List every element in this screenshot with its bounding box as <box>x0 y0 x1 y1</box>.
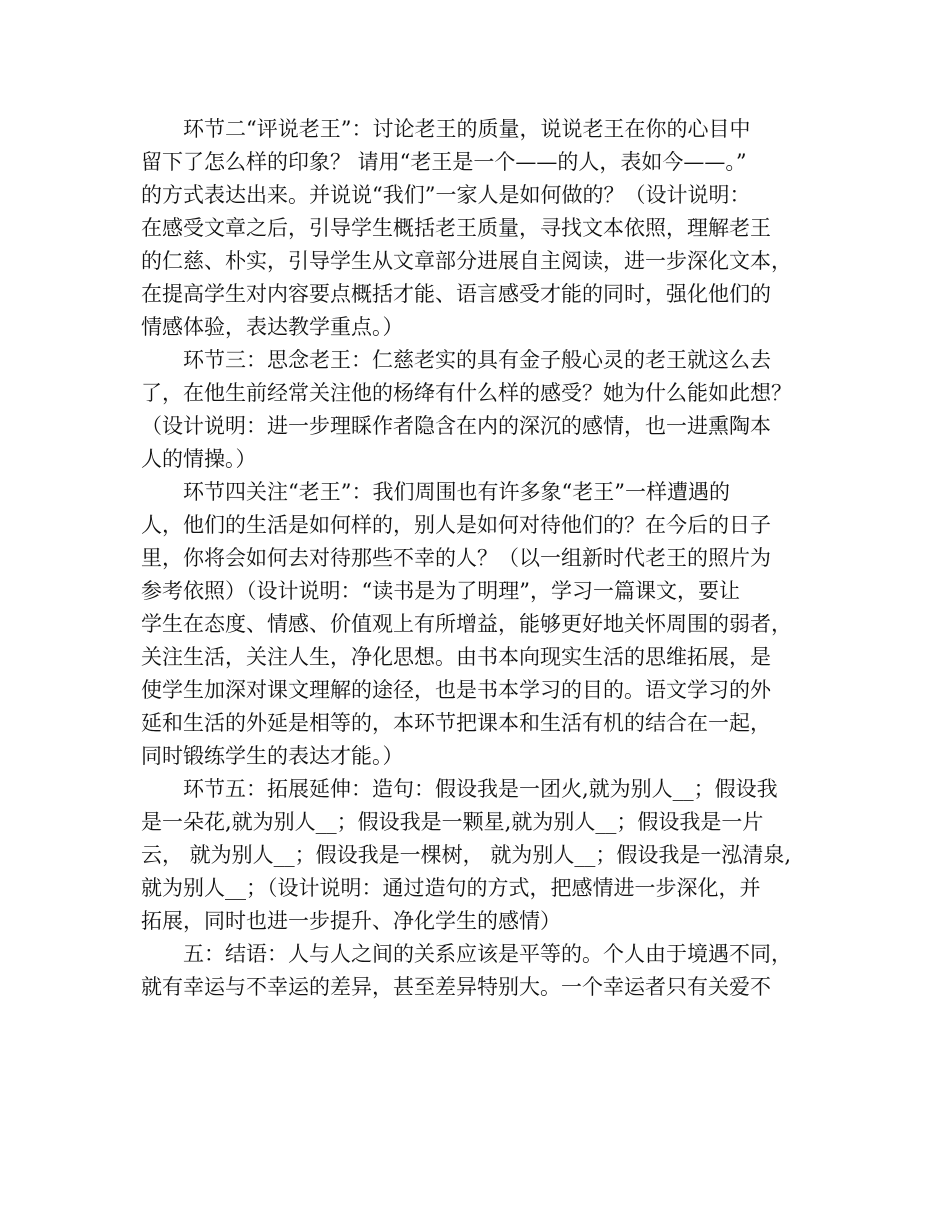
text-line: 了，在他生前经常关注他的杨绛有什么样的感受？她为什么能如此想？ <box>141 381 792 405</box>
text-line: 环节二“评说老王”：讨论老王的质量，说说老王在你的心目中 <box>183 117 751 141</box>
text-line: 是一朵花,就为别人__；假设我是一颗星,就为别人__；假设我是一片 <box>141 810 764 834</box>
text-line: 使学生加深对课文理解的途径，也是书本学习的目的。语文学习的外 <box>141 678 771 702</box>
text-line: 五：结语：人与人之间的关系应该是平等的。个人由于境遇不同， <box>183 942 792 966</box>
text-line: 环节五：拓展延伸：造句：假设我是一团火,就为别人__；假设我 <box>183 777 778 801</box>
text-line: 环节四关注“老王”：我们周围也有许多象“老王”一样遭遇的 <box>183 480 730 504</box>
text-line: （设计说明：进一步理睬作者隐含在内的深沉的感情，也一进熏陶本 <box>141 414 771 438</box>
paragraph-2 <box>141 344 821 476</box>
text-line: 延和生活的外延是相等的，本环节把课本和生活有机的结合在一起， <box>141 711 771 735</box>
text-line: 同时锻练学生的表达才能。） <box>141 744 404 768</box>
text-line: 就有幸运与不幸运的差异，甚至差异特别大。一个幸运者只有关爱不 <box>141 975 771 999</box>
text-line: 关注生活，关注人生，净化思想。由书本向现实生活的思维拓展，是 <box>141 645 771 669</box>
text-line: 的方式表达出来。并说说“我们”一家人是如何做的？（设计说明： <box>141 183 751 207</box>
text-line: 学生在态度、情感、价值观上有所增益，能够更好地关怀周围的弱者， <box>141 612 792 636</box>
text-line: 拓展，同时也进一步提升、净化学生的感情） <box>141 909 561 933</box>
text-line: 留下了怎么样的印象？ 请用“老王是一个——的人，表如今——。” <box>141 150 747 174</box>
text-line: 就为别人__；（设计说明：通过造句的方式，把感情进一步深化，并 <box>141 876 761 900</box>
paragraph-5 <box>141 938 821 1004</box>
text-line: 在感受文章之后，引导学生概括老王质量，寻找文本依照，理解老王 <box>141 216 771 240</box>
text-line: 在提高学生对内容要点概括才能、语言感受才能的同时，强化他们的 <box>141 282 771 306</box>
text-line: 的仁慈、朴实，引导学生从文章部分进展自主阅读，进一步深化文本， <box>141 249 792 273</box>
paragraph-3 <box>141 476 821 773</box>
text-line: 人，他们的生活是如何样的，别人是如何对待他们的？在今后的日子 <box>141 513 771 537</box>
paragraph-1 <box>141 113 821 344</box>
text-line: 情感体验，表达教学重点。） <box>141 315 404 339</box>
text-line: 环节三：思念老王：仁慈老实的具有金子般心灵的老王就这么去 <box>183 348 771 372</box>
paragraph-4 <box>141 773 821 938</box>
body-text <box>141 113 821 1004</box>
text-line: 云， 就为别人__；假设我是一棵树， 就为别人__；假设我是一泓清泉, <box>141 843 792 867</box>
text-line: 参考依照）（设计说明：“读书是为了明理”，学习一篇课文，要让 <box>141 579 740 603</box>
text-line: 里，你将会如何去对待那些不幸的人？（以一组新时代老王的照片为 <box>141 546 771 570</box>
text-line: 人的情操。） <box>141 447 257 471</box>
